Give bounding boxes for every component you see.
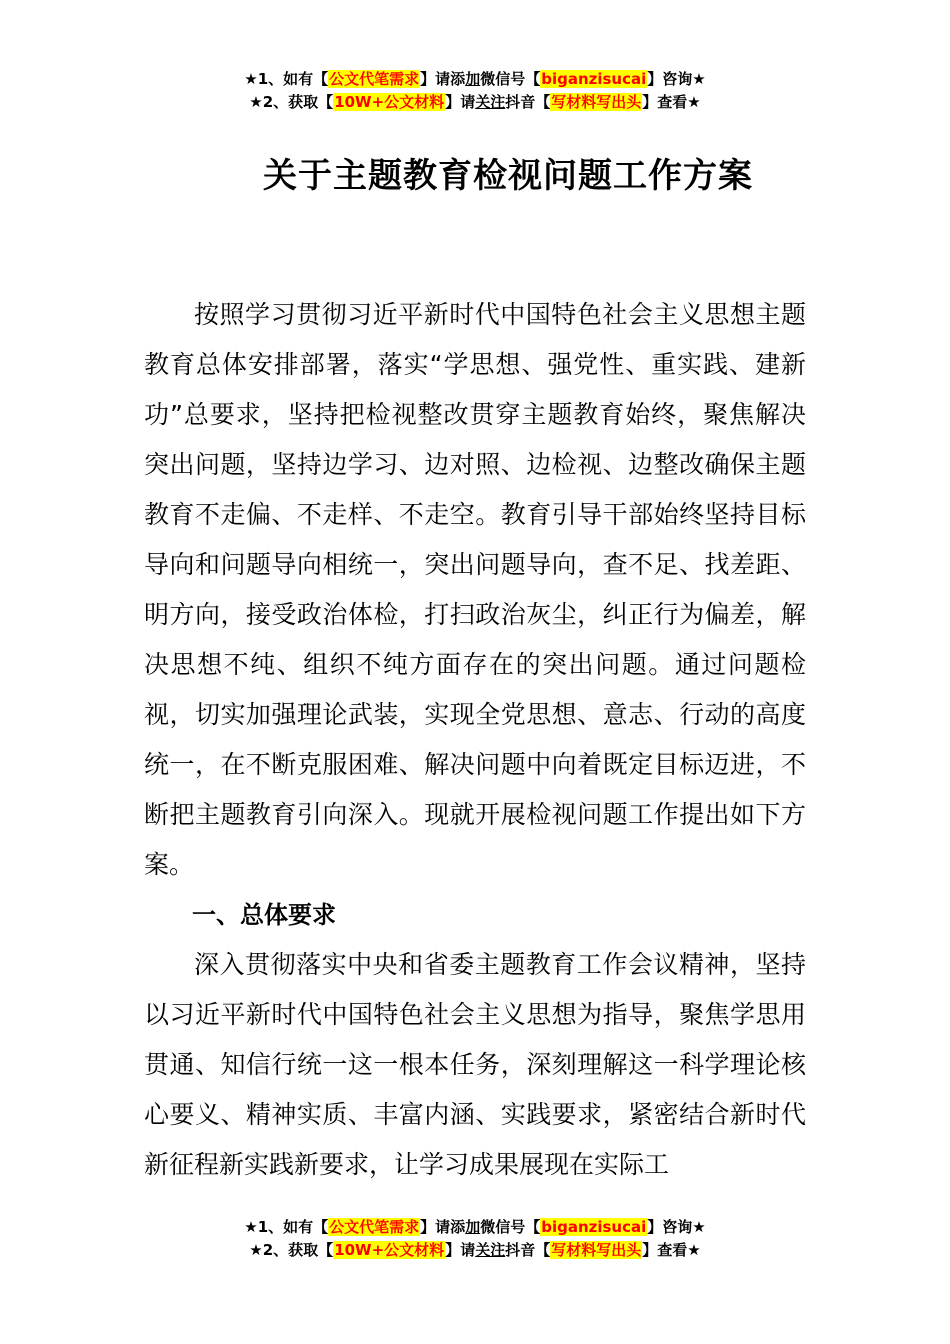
header-banner [0,68,950,114]
section-heading: 一、总体要求 [192,901,336,929]
highlight-service: 公文代笔需求 [329,1218,420,1236]
banner-text: ★2、获取【 [249,93,334,111]
banner-text: 】请添 [420,1218,466,1236]
banner-line-1 [0,1216,950,1239]
paragraph: 深入贯彻落实中央和省委主题教育工作会议精神，坚持以习近平新时代中国特色社会主义思想为指导，聚焦学思用贯通、知信行统一这一根本任务，深刻理解这一科学理论核心要义、精神实质、丰富内涵、实践要求，紧密结合新时代新征程新实践新要求，让学习成果展现在实际工 [144,950,806,1179]
highlight-wechat-id: biganzisucai [541,1218,647,1236]
banner-text: 】咨询★ [647,1218,706,1236]
highlight-wechat-id: biganzisucai [541,70,647,88]
banner-text: 】请 [445,93,476,111]
banner-text: 微信号【 [480,70,541,88]
highlight-douyin-account: 写材料写出头 [551,1241,642,1259]
banner-text: 】查看★ [642,1241,701,1259]
highlight-materials: 10W+公文材料 [334,93,445,111]
footer-banner [0,1216,950,1262]
banner-text: 抖音【 [505,1241,551,1259]
document-title: 关于主题教育检视问题工作方案 [263,156,753,196]
underlined-text: 关注 [475,1241,506,1259]
banner-text: 】咨询★ [647,70,706,88]
highlight-materials: 10W+公文材料 [334,1241,445,1259]
underlined-text: 加 [465,1218,481,1236]
banner-line-2 [0,91,950,114]
banner-line-1 [0,68,950,91]
banner-text: 】请添 [420,70,466,88]
banner-text: ★1、如有【 [244,1218,329,1236]
highlight-service: 公文代笔需求 [329,70,420,88]
banner-line-2 [0,1239,950,1262]
document-body [144,290,806,1190]
banner-text: ★1、如有【 [244,70,329,88]
banner-text: 抖音【 [505,93,551,111]
underlined-text: 关注 [475,93,506,111]
banner-text: 】请 [445,1241,476,1259]
banner-text: 】查看★ [642,93,701,111]
banner-text: ★2、获取【 [249,1241,334,1259]
banner-text: 微信号【 [480,1218,541,1236]
highlight-douyin-account: 写材料写出头 [551,93,642,111]
underlined-text: 加 [465,70,481,88]
paragraph: 按照学习贯彻习近平新时代中国特色社会主义思想主题教育总体安排部署，落实“学思想、强党性、重实践、建新功”总要求，坚持把检视整改贯穿主题教育始终，聚焦解决突出问题，坚持边学习、边对照、边检视、边整改确保主题教育不走偏、不走样、不走空。教育引导干部始终坚持目标导向和问题导向相统一，突出问题导向，查不足、找差距、明方向，接受政治体检，打扫政治灰尘，纠正行为偏差，解决思想不纯、组织不纯方面存在的突出问题。通过问题检视，切实加强理论武装，实现全党思想、意志、行动的高度统一，在不断克服困难、解决问题中向着既定目标迈进，不断把主题教育引向深入。现就开展检视问题工作提出如下方案。 [144,300,806,879]
